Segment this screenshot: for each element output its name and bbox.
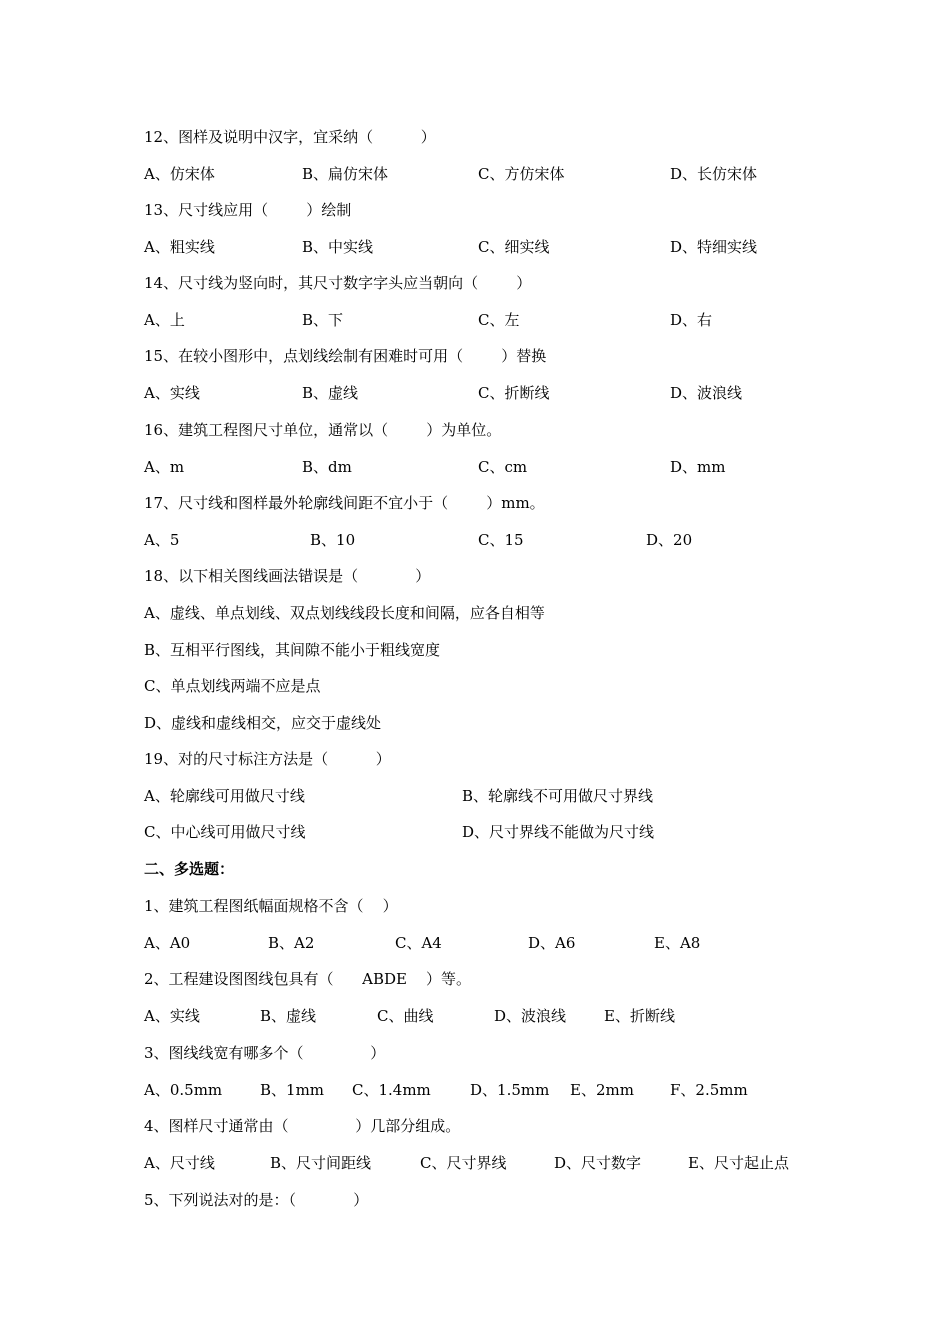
m3-option-f: F、2.5mm bbox=[670, 1081, 748, 1099]
q19-option-c: C、中心线可用做尺寸线 bbox=[144, 823, 306, 841]
m3-option-d: D、1.5mm bbox=[470, 1081, 550, 1099]
m4-option-b: B、尺寸间距线 bbox=[270, 1154, 372, 1172]
m3-option-c: C、1.4mm bbox=[352, 1081, 431, 1099]
question-17: 17、尺寸线和图样最外轮廓线间距不宜小于（ ）mm。 bbox=[144, 494, 545, 512]
q19-option-b: B、轮廓线不可用做尺寸界线 bbox=[462, 787, 654, 805]
q12-option-a: A、仿宋体 bbox=[144, 165, 215, 183]
q18-option-b: B、互相平行图线，其间隙不能小于粗线宽度 bbox=[144, 641, 441, 659]
q13-option-c: C、细实线 bbox=[478, 238, 550, 256]
m1-option-a: A、A0 bbox=[144, 934, 191, 952]
question-13: 13、尺寸线应用（ ）绘制 bbox=[144, 201, 352, 219]
question-14: 14、尺寸线为竖向时，其尺寸数字字头应当朝向（ ） bbox=[144, 274, 532, 292]
question-19: 19、对的尺寸标注方法是（ ） bbox=[144, 750, 391, 768]
m4-option-a: A、尺寸线 bbox=[144, 1154, 215, 1172]
q16-option-b: B、dm bbox=[302, 458, 352, 476]
q19-option-a: A、轮廓线可用做尺寸线 bbox=[144, 787, 305, 805]
m1-option-e: E、A8 bbox=[654, 934, 701, 952]
m1-option-d: D、A6 bbox=[528, 934, 576, 952]
multi-question-3: 3、图线线宽有哪多个（ ） bbox=[144, 1044, 386, 1062]
m3-option-e: E、2mm bbox=[570, 1081, 634, 1099]
question-15: 15、在较小图形中，点划线绘制有困难时可用（ ）替换 bbox=[144, 347, 547, 365]
m3-option-a: A、0.5mm bbox=[144, 1081, 223, 1099]
question-12: 12、图样及说明中汉字，宜采纳（ ） bbox=[144, 128, 436, 146]
m3-option-b: B、1mm bbox=[260, 1081, 325, 1099]
q19-option-d: D、尺寸界线不能做为尺寸线 bbox=[462, 823, 655, 841]
q13-option-d: D、特细实线 bbox=[670, 238, 758, 256]
q12-option-c: C、方仿宋体 bbox=[478, 165, 565, 183]
q14-option-c: C、左 bbox=[478, 311, 520, 329]
multi-question-2: 2、工程建设图图线包具有（ ABDE ）等。 bbox=[144, 970, 472, 988]
m2-option-a: A、实线 bbox=[144, 1007, 200, 1025]
q18-option-d: D、虚线和虚线相交，应交于虚线处 bbox=[144, 714, 382, 732]
q16-option-a: A、m bbox=[144, 458, 185, 476]
m4-option-d: D、尺寸数字 bbox=[554, 1154, 642, 1172]
q17-option-d: D、20 bbox=[646, 531, 693, 549]
multi-question-1: 1、建筑工程图纸幅面规格不含（ ） bbox=[144, 897, 398, 915]
q13-option-a: A、粗实线 bbox=[144, 238, 215, 256]
question-16: 16、建筑工程图尺寸单位，通常以（ ）为单位。 bbox=[144, 421, 502, 439]
q13-option-b: B、中实线 bbox=[302, 238, 374, 256]
multi-question-5: 5、下列说法对的是：（ ） bbox=[144, 1191, 369, 1209]
multi-question-4: 4、图样尺寸通常由（ ）几部分组成。 bbox=[144, 1117, 461, 1135]
q15-option-c: C、折断线 bbox=[478, 384, 550, 402]
m4-option-c: C、尺寸界线 bbox=[420, 1154, 507, 1172]
m2-option-e: E、折断线 bbox=[604, 1007, 675, 1025]
q14-option-b: B、下 bbox=[302, 311, 344, 329]
q17-option-c: C、15 bbox=[478, 531, 524, 549]
q14-option-a: A、上 bbox=[144, 311, 185, 329]
q12-option-b: B、扁仿宋体 bbox=[302, 165, 389, 183]
q16-option-d: D、mm bbox=[670, 458, 726, 476]
q14-option-d: D、右 bbox=[670, 311, 713, 329]
section-heading: 二、多选题： bbox=[144, 860, 235, 878]
m1-option-c: C、A4 bbox=[395, 934, 442, 952]
m4-option-e: E、尺寸起止点 bbox=[688, 1154, 789, 1172]
q15-option-d: D、波浪线 bbox=[670, 384, 743, 402]
m2-option-c: C、曲线 bbox=[377, 1007, 434, 1025]
q15-option-b: B、虚线 bbox=[302, 384, 359, 402]
q16-option-c: C、cm bbox=[478, 458, 528, 476]
q15-option-a: A、实线 bbox=[144, 384, 200, 402]
q12-option-d: D、长仿宋体 bbox=[670, 165, 758, 183]
question-18: 18、以下相关图线画法错误是（ ） bbox=[144, 567, 431, 585]
m2-option-b: B、虚线 bbox=[260, 1007, 317, 1025]
m2-option-d: D、波浪线 bbox=[494, 1007, 567, 1025]
q17-option-b: B、10 bbox=[310, 531, 356, 549]
q17-option-a: A、5 bbox=[144, 531, 180, 549]
q18-option-a: A、虚线、单点划线、双点划线线段长度和间隔，应各自相等 bbox=[144, 604, 545, 622]
q18-option-c: C、单点划线两端不应是点 bbox=[144, 677, 321, 695]
m1-option-b: B、A2 bbox=[268, 934, 315, 952]
